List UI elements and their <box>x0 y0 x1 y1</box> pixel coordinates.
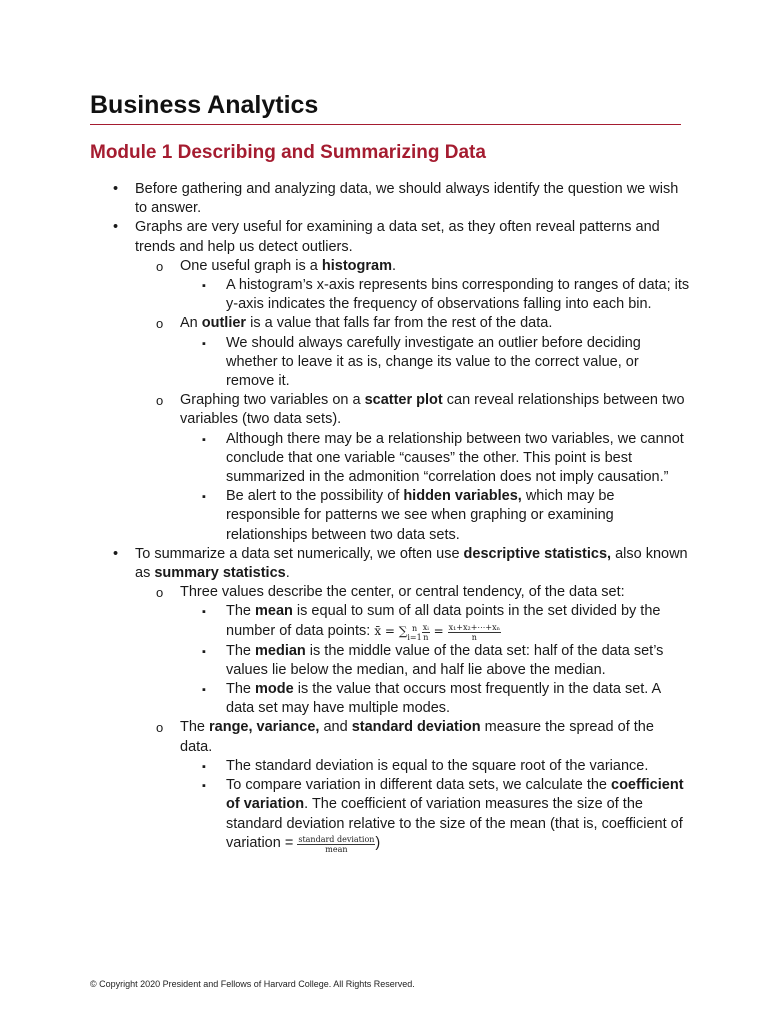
bullet-list <box>90 180 690 854</box>
term-descriptive-statistics: descriptive statistics, <box>463 545 612 562</box>
list-item <box>90 642 690 680</box>
term-scatter-plot: scatter plot <box>364 392 443 409</box>
list-item <box>90 757 690 776</box>
item-text: The <box>180 719 210 736</box>
list-item <box>90 583 690 602</box>
list-item <box>90 545 690 583</box>
square-marker: ▪ <box>202 337 206 350</box>
term-hidden-variables: hidden variables, <box>403 488 522 505</box>
item-text: The <box>226 642 256 659</box>
bullet-marker: • <box>113 545 119 562</box>
list-item <box>90 602 690 641</box>
item-text: Before gathering and analyzing data, we should always identify the question we wish to answer. <box>135 181 679 217</box>
cv-fraction <box>297 835 375 854</box>
list-item <box>90 776 690 854</box>
circle-marker: o <box>156 585 164 601</box>
list-item <box>90 257 690 276</box>
closing-paren: ) <box>375 834 381 851</box>
term-range-variance: range, variance, <box>209 719 320 736</box>
item-text: measure the spread of the data. <box>180 719 654 755</box>
fraction-denominator: n <box>423 632 429 642</box>
list-item <box>90 314 690 333</box>
square-marker: ▪ <box>202 491 206 504</box>
term-mean: mean <box>255 603 293 620</box>
item-text: One useful graph is a <box>180 257 322 274</box>
item-text: Be alert to the possibility of <box>226 488 404 505</box>
sum-upper-limit: n <box>411 623 418 633</box>
term-summary-statistics: summary statistics <box>154 565 286 582</box>
title-divider <box>90 124 681 125</box>
item-text: . <box>285 565 290 582</box>
item-text: and <box>319 719 352 736</box>
circle-marker: o <box>156 316 164 332</box>
term-mode: mode <box>255 681 294 698</box>
bullet-marker: • <box>113 219 119 236</box>
item-text: Three values describe the center, or central tendency, of the data set: <box>180 584 625 601</box>
term-coefficient-of-variation: coefficient of variation <box>226 777 684 813</box>
item-text: An <box>180 315 202 332</box>
item-text: . <box>391 257 396 274</box>
item-text: The standard deviation is equal to the square root of the variance. <box>226 757 649 774</box>
list-item <box>90 334 690 392</box>
item-text: The <box>226 681 256 698</box>
circle-marker: o <box>156 258 164 274</box>
document-title: Business Analytics <box>90 91 319 119</box>
list-item <box>90 180 690 218</box>
term-standard-deviation: standard deviation <box>351 719 481 736</box>
square-marker: ▪ <box>202 606 206 619</box>
list-item <box>90 430 690 488</box>
mean-fraction-2 <box>448 623 502 642</box>
fraction-numerator: xᵢ <box>422 622 429 632</box>
module-heading: Module 1 Describing and Summarizing Data <box>90 142 486 163</box>
item-text: To compare variation in different data sets, we calculate the <box>226 777 612 794</box>
list-item <box>90 487 690 545</box>
fraction-denominator: n <box>471 632 477 642</box>
item-text: also known as <box>135 545 688 582</box>
sum-lower-limit: i=1 <box>407 632 422 642</box>
mean-fraction-1 <box>422 623 430 642</box>
item-text: which may be responsible for patterns we see when graphing or examining relationships between two data sets. <box>226 488 615 543</box>
item-text: is a value that falls far from the rest of the data. <box>246 315 553 332</box>
item-text: Graphs are very useful for examining a data set, as they often reveal patterns and trends and help us detect outliers. <box>135 219 660 255</box>
item-text: is equal to sum of all data points in the set divided by the number of data points: <box>226 603 661 639</box>
list-item <box>90 718 690 756</box>
item-text: A histogram’s x-axis represents bins corresponding to ranges of data; its y-axis indicates the frequency of observations falling into each bin. <box>226 277 690 313</box>
list-item <box>90 391 690 429</box>
square-marker: ▪ <box>202 780 206 793</box>
square-marker: ▪ <box>202 645 206 658</box>
square-marker: ▪ <box>202 760 206 773</box>
item-text: is the value that occurs most frequently in the data set. A data set may have multiple modes. <box>226 681 661 717</box>
fraction-numerator: standard deviation <box>298 834 375 844</box>
equals-sign: = <box>433 623 444 638</box>
bullet-marker: • <box>113 181 119 197</box>
item-text: To summarize a data set numerically, we often use <box>135 545 464 562</box>
list-item <box>90 680 690 718</box>
copyright-footer: © Copyright 2020 President and Fellows of Harvard College. All Rights Reserved. <box>90 979 415 989</box>
item-text: Graphing two variables on a <box>180 392 365 409</box>
sum-limits <box>407 624 421 642</box>
item-text: Although there may be a relationship between two variables, we cannot conclude that one variable “causes” the other. This point is best summarized in the admonition “correlation does not imply causation.” <box>226 430 684 486</box>
square-marker: ▪ <box>202 433 206 446</box>
mean-formula-lhs: x̄ = ∑ <box>374 623 408 638</box>
item-text: The <box>226 603 256 620</box>
mean-formula <box>374 622 501 642</box>
item-text: can reveal relationships between two variables (two data sets). <box>180 392 685 428</box>
circle-marker: o <box>156 393 164 409</box>
list-item <box>90 218 690 256</box>
list-item <box>90 276 690 314</box>
item-text: We should always carefully investigate an outlier before deciding whether to leave it as is, change its value to the correct value, or remove it. <box>226 334 641 390</box>
item-text: . The coefficient of variation measures the size of the standard deviation relative to the size of the mean (that is, coefficient of variation = <box>226 796 683 851</box>
notes-body <box>90 180 690 854</box>
circle-marker: o <box>156 720 164 736</box>
square-marker: ▪ <box>202 280 206 293</box>
term-histogram: histogram <box>321 257 392 274</box>
term-median: median <box>255 642 306 659</box>
square-marker: ▪ <box>202 684 206 697</box>
fraction-numerator: x₁+x₂+⋯+xₙ <box>448 622 501 632</box>
item-text: is the middle value of the data set: half of the data set’s values lie below the median, and half lie above the median. <box>226 642 664 678</box>
term-outlier: outlier <box>201 315 247 332</box>
fraction-denominator: mean <box>325 844 348 854</box>
